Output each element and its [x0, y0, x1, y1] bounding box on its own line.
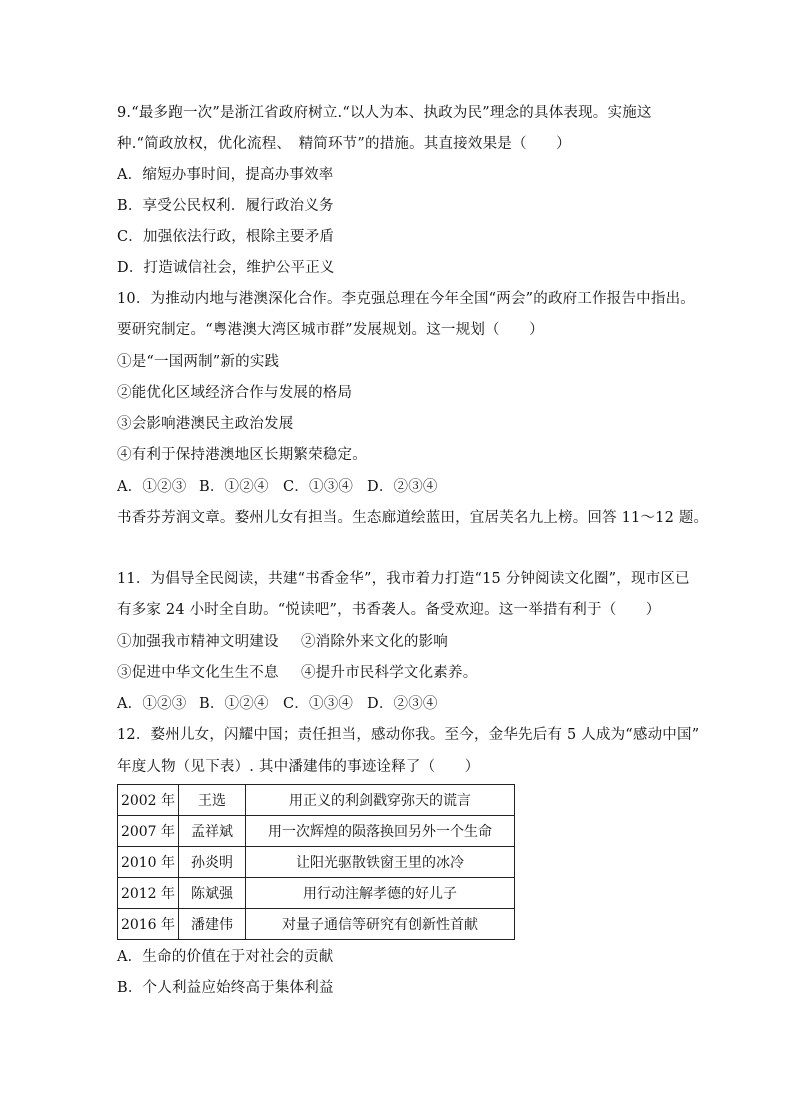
section-intro: 书香芬芳润文章。婺州儿女有担当。生态廊道绘蓝田，宜居芙名九上榜。回答 11～12 题。: [117, 510, 709, 526]
q10-item-1: ①是“一国两制”新的实践: [117, 354, 280, 370]
table-row: [118, 878, 515, 909]
q11-stem-line-1: 11．为倡导全民阅读，共建“书香金华”，我市着力打造“15 分钟阅读文化圈”，现市区已: [117, 571, 690, 587]
q10-stem-line-2: 要研究制定。“粤港澳大湾区城市群”发展规划。这一规划（ ）: [117, 322, 544, 338]
q11-item-3: ③促进中华文化生生不息: [117, 665, 279, 681]
q9-option-d: D．打造诚信社会，维护公平正义: [117, 260, 335, 276]
name-cell: 王选: [179, 785, 246, 816]
q12-option-b: B．个人利益应始终高于集体利益: [117, 980, 334, 996]
q9-option-b: B．享受公民权利．履行政治义务: [117, 198, 334, 214]
year-cell: 2007 年: [118, 816, 179, 847]
q11-choices: [117, 694, 438, 714]
year-cell: 2010 年: [118, 847, 179, 878]
year-cell: 2016 年: [118, 909, 179, 940]
q9-option-c: C．加强依法行政，根除主要矛盾: [117, 229, 335, 245]
deed-cell: 用正义的利剑戳穿弥天的谎言: [246, 785, 515, 816]
q10-item-4: ④有利于保持港澳地区长期繁荣稳定。: [117, 447, 367, 463]
name-cell: 孙炎明: [179, 847, 246, 878]
q11-choice-c: C．①③④: [283, 696, 354, 712]
year-cell: 2002 年: [118, 785, 179, 816]
deed-cell: 用一次辉煌的陨落换回另外一个生命: [246, 816, 515, 847]
q12-stem-line-2: 年度人物（见下表）. 其中潘建伟的事迹诠释了（ ）: [117, 759, 480, 775]
deed-cell: 让阳光驱散铁窗王里的冰冷: [246, 847, 515, 878]
table-row: [118, 816, 515, 847]
honoree-table: [117, 784, 515, 940]
q10-stem-line-1: 10．为推动内地与港澳深化合作。李克强总理在今年全国“两会”的政府工作报告中指出。: [117, 291, 695, 307]
name-cell: 孟祥斌: [179, 816, 246, 847]
deed-cell: 对量子通信等研究有创新性首献: [246, 909, 515, 940]
q11-item-2: ②消除外来文化的影响: [301, 634, 448, 650]
q10-choices: [117, 477, 438, 497]
q10-choice-d: D．②③④: [367, 479, 438, 495]
table-row: [118, 847, 515, 878]
q10-choice-b: B．①②④: [199, 479, 269, 495]
deed-cell: 用行动注解孝德的好儿子: [246, 878, 515, 909]
name-cell: 陈斌强: [179, 878, 246, 909]
q11-choice-a: A．①②③: [117, 696, 187, 712]
q10-item-2: ②能优化区域经济合作与发展的格局: [117, 385, 353, 401]
year-cell: 2012 年: [118, 878, 179, 909]
q11-choice-d: D．②③④: [367, 696, 438, 712]
q9-stem-line-2: 种.“简政放权，优化流程、 精简环节”的措施。其直接效果是（ ）: [117, 136, 571, 152]
q9-stem-line-1: 9.“最多跑一次”是浙江省政府树立.“以人为本、执政为民”理念的具体表现。实施这: [117, 105, 652, 121]
q10-choice-c: C．①③④: [283, 479, 354, 495]
q11-choice-b: B．①②④: [199, 696, 269, 712]
q11-item-4: ④提升市民科学文化素养。: [301, 665, 478, 681]
q12-stem-line-1: 12．婺州儿女，闪耀中国；责任担当，感动你我。至今，金华先后有 5 人成为“感动中国”: [117, 727, 700, 743]
q11-item-1: ①加强我市精神文明建设: [117, 634, 279, 650]
q10-choice-a: A．①②③: [117, 479, 187, 495]
q11-items-row-2: [117, 663, 477, 683]
q11-stem-line-2: 有多家 24 小时全自助。“悦读吧”，书香袭人。备受欢迎。这一举措有利于（ ）: [117, 602, 661, 618]
q9-option-a: A．缩短办事时间，提高办事效率: [117, 167, 334, 183]
name-cell: 潘建伟: [179, 909, 246, 940]
q10-item-3: ③会影响港澳民主政治发展: [117, 416, 294, 432]
table-row: [118, 785, 515, 816]
table-row: [118, 909, 515, 940]
q11-items-row-1: [117, 632, 448, 652]
q12-option-a: A．生命的价值在于对社会的贡献: [117, 949, 334, 965]
